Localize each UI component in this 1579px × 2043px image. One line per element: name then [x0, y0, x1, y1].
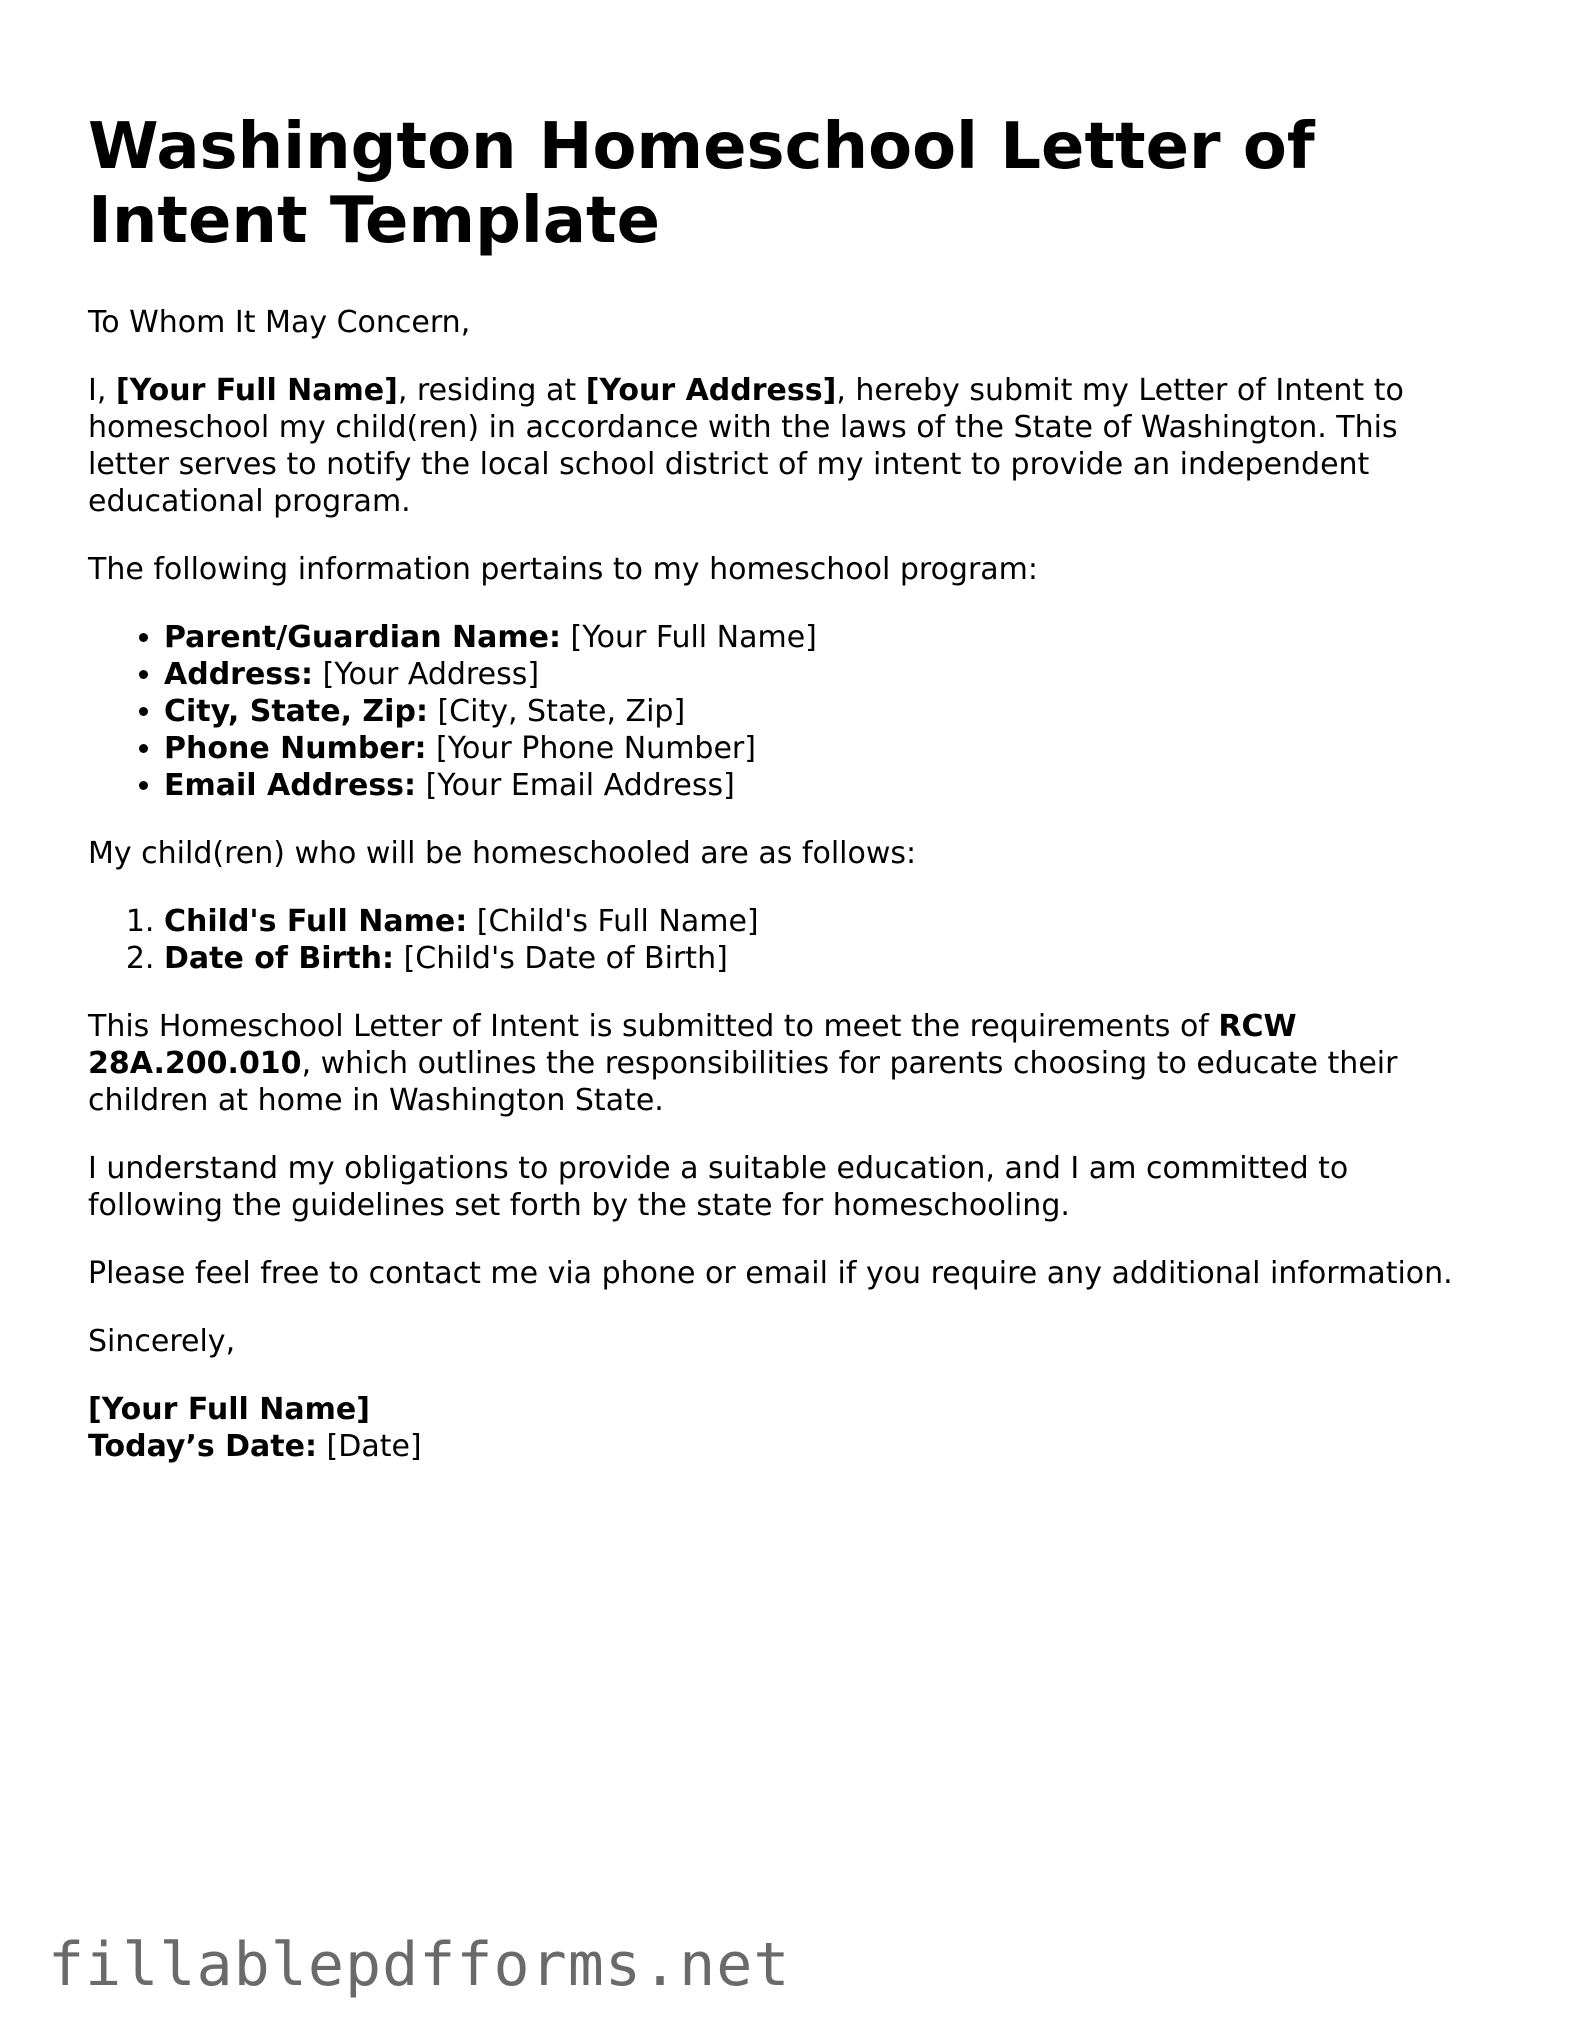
- info-label: Phone Number:: [164, 731, 427, 766]
- info-label: Parent/Guardian Name:: [164, 620, 562, 655]
- rcw-prefix: This Homeschool Letter of Intent is submitted to meet the requirements of: [88, 1009, 1219, 1044]
- list-item: [164, 693, 1488, 730]
- rcw-suffix: , which outlines the responsibilities for parents choosing to educate their children at home in Washington State.: [88, 1046, 1398, 1118]
- signature-name: [Your Full Name]: [88, 1392, 370, 1427]
- date-value: [Date]: [316, 1429, 422, 1464]
- closing: Sincerely,: [88, 1324, 236, 1359]
- info-list: [88, 619, 1488, 804]
- info-value: [Your Email Address]: [416, 768, 735, 803]
- child-value: [Child's Full Name]: [467, 904, 759, 939]
- info-label: Address:: [164, 657, 314, 692]
- contact-paragraph: Please feel free to contact me via phone or email if you require any additional information.: [88, 1256, 1453, 1291]
- intro-paragraph: [88, 372, 1488, 520]
- info-label: City, State, Zip:: [164, 694, 428, 729]
- child-label: Date of Birth:: [164, 941, 395, 976]
- info-heading: The following information pertains to my homeschool program:: [88, 552, 1039, 587]
- info-value: [Your Address]: [313, 657, 540, 692]
- watermark: fillablepdfforms.net: [48, 1930, 791, 2000]
- list-item: [164, 619, 1488, 656]
- letter-document: [88, 110, 1488, 1496]
- list-item: [164, 940, 1488, 977]
- child-label: Child's Full Name:: [164, 904, 468, 939]
- intro-middle: , residing at: [397, 373, 586, 408]
- intro-prefix: I,: [88, 373, 116, 408]
- child-value: [Child's Date of Birth]: [394, 941, 728, 976]
- info-value: [Your Phone Number]: [426, 731, 756, 766]
- address-placeholder: [Your Address]: [585, 373, 837, 408]
- list-item: [164, 730, 1488, 767]
- rcw-code: RCW 28A.200.010: [88, 1009, 1297, 1081]
- signature-block: [88, 1391, 1488, 1465]
- rcw-paragraph: [88, 1008, 1488, 1119]
- list-item: [164, 903, 1488, 940]
- info-label: Email Address:: [164, 768, 417, 803]
- name-placeholder: [Your Full Name]: [115, 373, 398, 408]
- date-label: Today’s Date:: [88, 1429, 317, 1464]
- intro-rest: , hereby submit my Letter of Intent to homeschool my child(ren) in accordance with the laws of the State of Washington. This letter serves to notify the local school district of my intent to provide an independent educational program.: [88, 373, 1404, 519]
- list-item: [164, 767, 1488, 804]
- info-value: [Your Full Name]: [561, 620, 817, 655]
- children-heading: My child(ren) who will be homeschooled are as follows:: [88, 836, 917, 871]
- list-item: [164, 656, 1488, 693]
- obligations-paragraph: I understand my obligations to provide a suitable education, and I am committed to following the guidelines set forth by the state for homeschooling.: [88, 1151, 1349, 1223]
- info-value: [City, State, Zip]: [427, 694, 686, 729]
- children-list: [88, 903, 1488, 977]
- greeting: To Whom It May Concern,: [88, 305, 471, 340]
- page-title: Washington Homeschool Letter of Intent Template: [88, 110, 1315, 258]
